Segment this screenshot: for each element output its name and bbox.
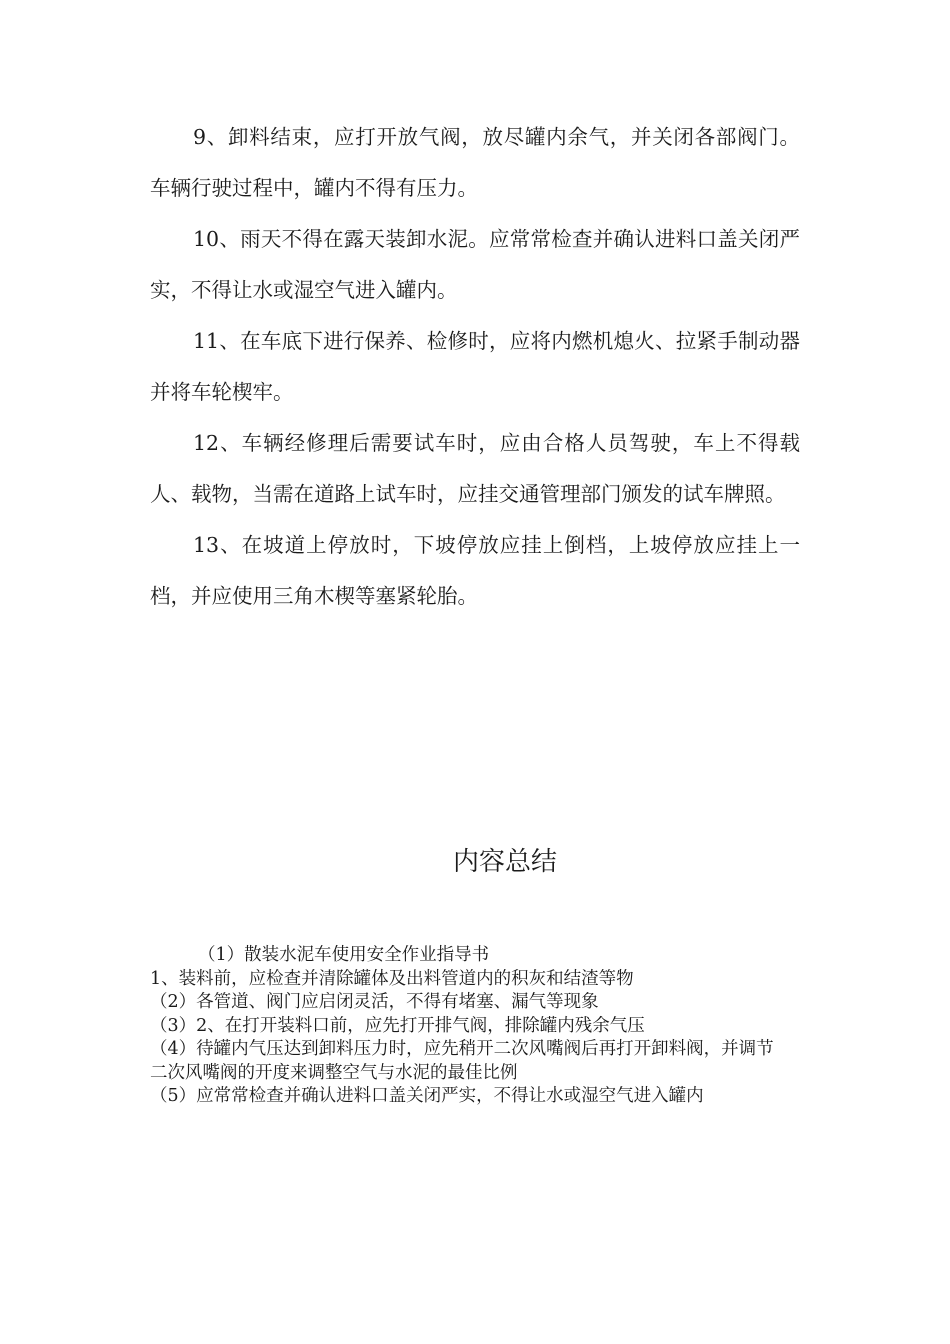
paragraph-9: 9、卸料结束，应打开放气阀，放尽罐内余气，并关闭各部阀门。车辆行驶过程中，罐内不得有压力。	[150, 125, 800, 200]
summary-title: 内容总结	[452, 847, 557, 877]
paragraph-11: 11、在车底下进行保养、检修时，应将内燃机熄火、拉紧手制动器并将车轮楔牢。	[150, 329, 800, 404]
body-text	[150, 112, 800, 622]
summary-line: （5）应常常检查并确认进料口盖关闭严实，不得让水或湿空气进入罐内	[150, 1086, 704, 1106]
summary-list	[150, 944, 790, 1109]
summary-line: （3）2、在打开装料口前，应先打开排气阀，排除罐内残余气压	[150, 1015, 645, 1036]
summary-line: 1、装料前，应检查并清除罐体及出料管道内的积灰和结渣等物	[150, 968, 634, 989]
paragraph-12: 12、车辆经修理后需要试车时，应由合格人员驾驶，车上不得载人、载物，当需在道路上试车时，应挂交通管理部门颁发的试车牌照。	[150, 431, 800, 506]
paragraph-10: 10、雨天不得在露天装卸水泥。应常常检查并确认进料口盖关闭严实，不得让水或湿空气进入罐内。	[150, 227, 800, 302]
summary-line: （1）散装水泥车使用安全作业指导书	[198, 945, 490, 965]
paragraph-13: 13、在坡道上停放时，下坡停放应挂上倒档，上坡停放应挂上一档，并应使用三角木楔等塞紧轮胎。	[150, 533, 800, 608]
summary-line: （4）待罐内气压达到卸料压力时，应先稍开二次风嘴阀后再打开卸料阀，并调节二次风嘴阀的开度来调整空气与水泥的最佳比例	[150, 1039, 774, 1083]
summary-line: （2）各管道、阀门应启闭灵活，不得有堵塞、漏气等现象	[150, 992, 599, 1012]
